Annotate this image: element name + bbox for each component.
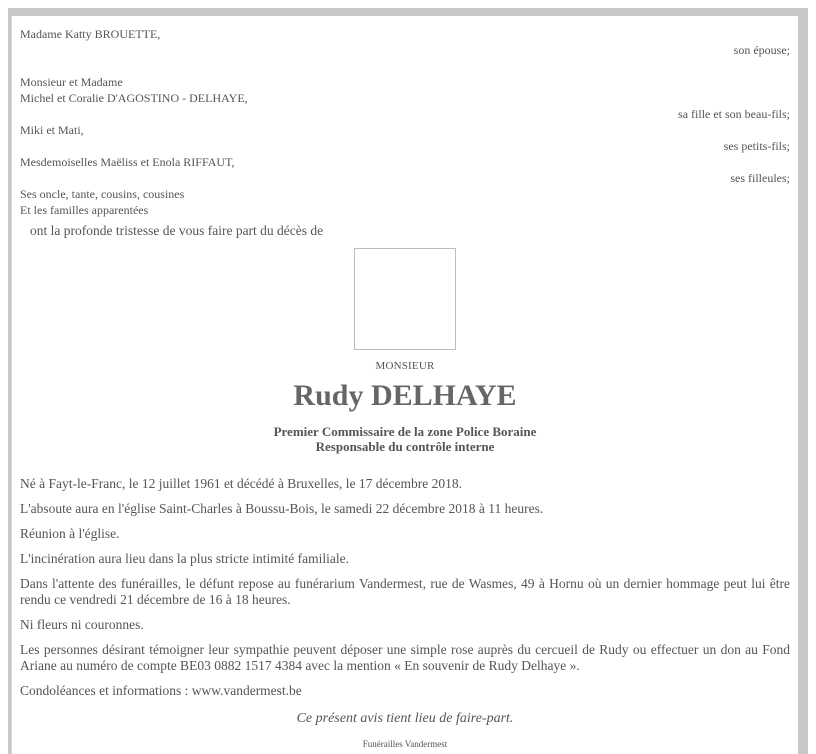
obituary-page bbox=[11, 16, 798, 754]
deceased-function bbox=[20, 424, 790, 454]
obituary-content bbox=[20, 26, 790, 749]
family-line: Michel et Coralie D'AGOSTINO - DELHAYE, bbox=[20, 91, 248, 105]
paragraph-condolences: Condoléances et informations : www.vandermest.be bbox=[20, 683, 302, 698]
paragraph-no-flowers: Ni fleurs ni couronnes. bbox=[20, 617, 144, 632]
family-line: Miki et Mati, bbox=[20, 123, 84, 137]
paragraph-cremation: L'incinération aura lieu dans la plus stricte intimité familiale. bbox=[20, 551, 349, 566]
function-line-2: Responsable du contrôle interne bbox=[315, 439, 495, 454]
paragraph-birth-death: Né à Fayt-le-Franc, le 12 juillet 1961 et décédé à Bruxelles, le 17 décembre 2018. bbox=[20, 476, 462, 491]
family-relation: son épouse; bbox=[733, 43, 790, 57]
family-line: Et les familles apparentées bbox=[20, 203, 149, 217]
function-line-1: Premier Commissaire de la zone Police Boraine bbox=[273, 424, 537, 439]
obituary-body bbox=[20, 476, 790, 708]
family-spacer bbox=[20, 58, 790, 74]
family-line: Mesdemoiselles Maëliss et Enola RIFFAUT, bbox=[20, 155, 235, 169]
family-line: Ses oncle, tante, cousins, cousines bbox=[20, 187, 185, 201]
honorific: MONSIEUR bbox=[375, 360, 435, 372]
family-line: Madame Katty BROUETTE, bbox=[20, 27, 161, 41]
page-frame bbox=[8, 8, 808, 754]
family-line: Monsieur et Madame bbox=[20, 75, 123, 89]
paragraph-funeral-home: Dans l'attente des funérailles, le défunt repose au funérarium Vandermest, rue de Wasmes, 49 à Hornu où un dernier hommage peut lui être rendu ce vendredi 21 décembre de 16 à 18 heures. bbox=[20, 576, 790, 607]
paragraph-ceremony: L'absoute aura en l'église Saint-Charles à Boussu-Bois, le samedi 22 décembre 2018 à 11 heures. bbox=[20, 501, 544, 516]
deceased-name: Rudy DELHAYE bbox=[293, 379, 517, 412]
family-list bbox=[20, 26, 790, 218]
closing-note: Ce présent avis tient lieu de faire-part. bbox=[296, 711, 514, 726]
paragraph-donation: Les personnes désirant témoigner leur sympathie peuvent déposer une simple rose auprès du cercueil de Rudy ou effectuer un don au Fond Ariane au numéro de compte BE03 0882 1517 4384 avec la mention « En souvenir de Rudy Delhaye ». bbox=[20, 642, 790, 673]
portrait-photo-frame bbox=[354, 248, 456, 350]
family-relation: ses filleules; bbox=[730, 171, 790, 185]
announcement-text: ont la profonde tristesse de vous faire part du décès de bbox=[30, 223, 324, 238]
family-relation: sa fille et son beau-fils; bbox=[678, 107, 790, 121]
footer-funeral-home: Funérailles Vandermest bbox=[362, 739, 448, 749]
paragraph-meeting: Réunion à l'église. bbox=[20, 526, 120, 541]
family-relation: ses petits-fils; bbox=[723, 139, 790, 153]
